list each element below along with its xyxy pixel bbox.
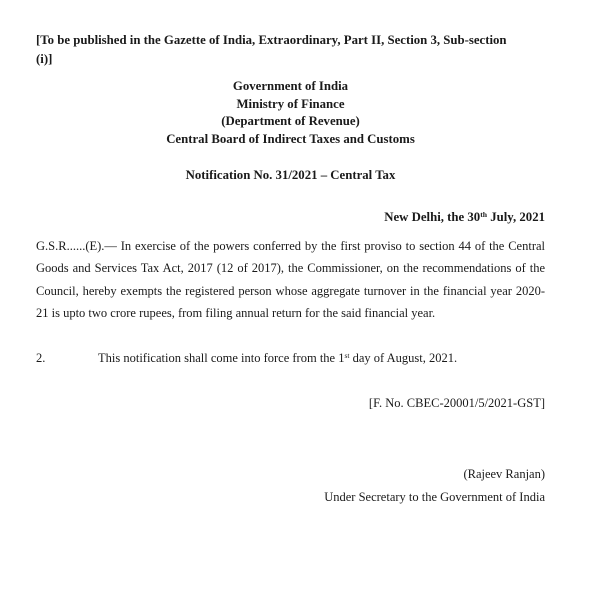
letterhead-ministry-line: Ministry of Finance	[236, 96, 345, 111]
letterhead-department-line: (Department of Revenue)	[221, 114, 360, 128]
clause-2-number: 2.	[36, 351, 46, 366]
dateline	[36, 208, 545, 226]
clause-2	[36, 347, 545, 369]
signature-block	[36, 463, 545, 508]
dateline-suffix: July, 2021	[487, 210, 545, 224]
clause-2-superscript: st	[344, 351, 350, 361]
signatory-designation: Under Secretary to the Government of India	[324, 489, 545, 504]
gazette-publication-note-line1: [To be published in the Gazette of India, Extraordinary, Part II, Section 3, Sub-section	[36, 33, 507, 47]
gazette-publication-note	[36, 31, 545, 69]
clause-2-text-prefix: This notification shall come into force from the 1	[98, 351, 345, 366]
signatory-name: (Rajeev Ranjan)	[463, 467, 545, 482]
file-number: [F. No. CBEC-20001/5/2021-GST]	[368, 396, 545, 411]
body-paragraph: G.S.R......(E).— In exercise of the powers conferred by the first proviso to section 44 of the Central Goods and Services Tax Act, 2017 (12 of 2017), the Commissioner, on the recommendations of the Council, hereby exempts the registered person whose aggregate turnover in the financial year 2020-21 is upto two crore rupees, from filing annual return for the said financial year.	[36, 239, 545, 320]
letterhead-board-line: Central Board of Indirect Taxes and Customs	[166, 131, 415, 146]
notification-title: Notification No. 31/2021 – Central Tax	[185, 168, 396, 182]
dateline-prefix: New Delhi, the 30	[384, 210, 481, 224]
letterhead	[36, 78, 545, 148]
clause-2-text-suffix: day of August, 2021.	[349, 351, 458, 366]
dateline-superscript: th	[480, 209, 488, 219]
letterhead-government-line: Government of India	[232, 79, 349, 93]
gazette-publication-note-line2: (i)]	[36, 52, 53, 66]
